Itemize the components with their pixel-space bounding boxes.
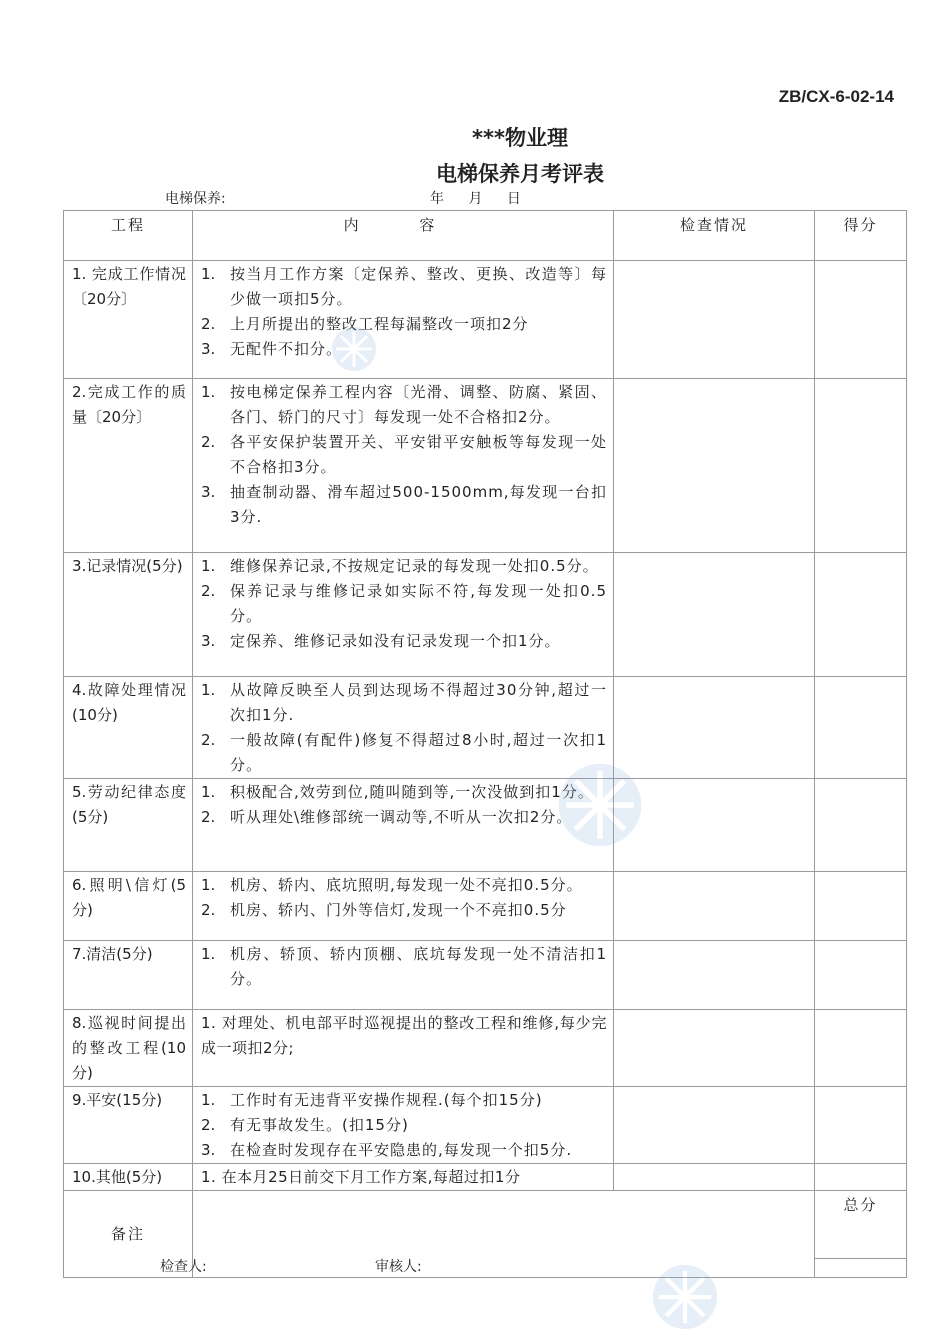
content-item-text: 各平安保护装置开关、平安钳平安触板等每发现一处不合格扣3分。 [230, 433, 607, 476]
item-label: 2.完成工作的质量〔20分〕 [64, 379, 193, 553]
score-field[interactable] [815, 553, 907, 677]
watermark-snowflake-icon [330, 325, 378, 373]
table-row [64, 553, 907, 677]
content-item-text: 1. 对理处、机电部平时巡视提出的整改工程和维修,每少完成一项扣2分; [201, 1014, 607, 1057]
content-item-number: 1. [201, 681, 216, 699]
content-item-text: 保养记录与维修记录如实际不符,每发现一处扣0.5分。 [230, 582, 607, 625]
item-label: 8.巡视时间提出的整改工程(10分) [64, 1010, 193, 1087]
content-item-number: 3. [201, 340, 216, 358]
table-row [64, 379, 907, 553]
content-item [201, 1138, 607, 1163]
inspector-label: 检查人: [160, 1259, 207, 1275]
header-row [64, 211, 907, 261]
check-field[interactable] [614, 872, 815, 941]
content-item [201, 312, 607, 337]
score-field[interactable] [815, 261, 907, 379]
document-code: ZB/CX-6-02-14 [778, 87, 894, 106]
item-label: 10.其他(5分) [64, 1164, 193, 1191]
content-cell [193, 941, 614, 1010]
content-item [201, 780, 607, 805]
content-cell [193, 553, 614, 677]
content-item [201, 1011, 607, 1061]
content-item-number: 2. [201, 315, 216, 333]
content-item [201, 337, 607, 362]
content-cell [193, 872, 614, 941]
form-title: 电梯保养月考评表 [436, 162, 604, 186]
table-row [64, 941, 907, 1010]
content-item-text: 无配件不扣分。 [230, 340, 343, 358]
table-row [64, 1087, 907, 1164]
header-content: 内 容 [193, 211, 614, 261]
content-item [201, 554, 607, 579]
content-item [201, 898, 607, 923]
content-item-number: 1. [201, 383, 216, 401]
content-item-number: 1. [201, 557, 216, 575]
content-cell [193, 1087, 614, 1164]
content-item-text: 在检查时发现存在平安隐患的,每发现一个扣5分. [230, 1141, 573, 1159]
item-label: 9.平安(15分) [64, 1087, 193, 1164]
content-cell [193, 779, 614, 872]
header-score: 得分 [815, 211, 907, 261]
content-item-number: 3. [201, 632, 216, 650]
evaluation-table [63, 210, 907, 1278]
content-item-number: 1. [201, 876, 216, 894]
table-row [64, 261, 907, 379]
content-item-number: 2. [201, 808, 216, 826]
content-item-text: 机房、轿内、门外等信灯,发现一个不亮扣0.5分 [230, 901, 567, 919]
check-field[interactable] [614, 553, 815, 677]
table-row [64, 779, 907, 872]
table-row [64, 872, 907, 941]
score-field[interactable] [815, 1164, 907, 1191]
content-item-number: 2. [201, 433, 216, 451]
score-field[interactable] [815, 1087, 907, 1164]
content-item-text: 工作时有无违背平安操作规程.(每个扣15分) [230, 1091, 543, 1109]
content-cell [193, 379, 614, 553]
content-item-text: 按当月工作方案〔定保养、整改、更换、改造等〕每少做一项扣5分。 [230, 265, 607, 308]
content-item [201, 805, 607, 830]
content-item [201, 1088, 607, 1113]
content-item-text: 有无事故发生。(扣15分) [230, 1116, 409, 1134]
content-item [201, 629, 607, 654]
score-field[interactable] [815, 1010, 907, 1087]
reviewer-label: 审核人: [375, 1259, 422, 1275]
content-item-text: 积极配合,效劳到位,随叫随到等,一次没做到扣1分。 [230, 783, 594, 801]
watermark-snowflake-icon [555, 760, 645, 850]
content-item-text: 从故障反映至人员到达现场不得超过30分钟,超过一次扣1分. [230, 681, 607, 724]
table-row [64, 1010, 907, 1087]
content-item-text: 抽查制动器、滑车超过500-1500mm,每发现一台扣3分. [230, 483, 607, 526]
score-field[interactable] [815, 379, 907, 553]
content-cell [193, 1164, 614, 1191]
content-item [201, 430, 607, 480]
content-item-number: 1. [201, 265, 216, 283]
content-item [201, 262, 607, 312]
content-cell [193, 1010, 614, 1087]
score-field[interactable] [815, 872, 907, 941]
content-item [201, 480, 607, 530]
item-label: 5.劳动纪律态度(5分) [64, 779, 193, 872]
item-label: 1. 完成工作情况〔20分〕 [64, 261, 193, 379]
item-label: 7.清洁(5分) [64, 941, 193, 1010]
content-item-text: 定保养、维修记录如没有记录发现一个扣1分。 [230, 632, 561, 650]
item-label: 4.故障处理情况(10分) [64, 677, 193, 779]
content-item-text: 一般故障(有配件)修复不得超过8小时,超过一次扣1分。 [230, 731, 607, 774]
header-item: 工程 [64, 211, 193, 261]
check-field[interactable] [614, 261, 815, 379]
elevator-label: 电梯保养: [165, 191, 226, 207]
content-item-text: 机房、轿内、底坑照明,每发现一处不亮扣0.5分。 [230, 876, 583, 894]
score-field[interactable] [815, 677, 907, 779]
table-row [64, 677, 907, 779]
company-title: ***物业理 [472, 126, 568, 150]
total-label: 总分 [815, 1191, 907, 1259]
content-item [201, 728, 607, 778]
check-field[interactable] [614, 1087, 815, 1164]
content-item-number: 2. [201, 1116, 216, 1134]
content-item [201, 873, 607, 898]
content-item [201, 678, 607, 728]
header-check: 检查情况 [614, 211, 815, 261]
content-item-number: 1. [201, 945, 216, 963]
check-field[interactable] [614, 1164, 815, 1191]
content-item-number: 1. [201, 1091, 216, 1109]
check-field[interactable] [614, 379, 815, 553]
date-label: 年 月 日 [430, 191, 531, 207]
content-item-number: 2. [201, 901, 216, 919]
content-item [201, 1165, 607, 1190]
content-item-text: 维修保养记录,不按规定记录的每发现一处扣0.5分。 [230, 557, 599, 575]
check-field[interactable] [614, 941, 815, 1010]
content-item-number: 2. [201, 731, 216, 749]
total-score-field[interactable] [815, 1259, 907, 1278]
table-row [64, 1164, 907, 1191]
score-field[interactable] [815, 941, 907, 1010]
content-cell [193, 261, 614, 379]
content-item-text: 听从理处\维修部统一调动等,不听从一次扣2分。 [230, 808, 573, 826]
content-item-number: 1. [201, 783, 216, 801]
check-field[interactable] [614, 1010, 815, 1087]
content-item-text: 上月所提出的整改工程每漏整改一项扣2分 [230, 315, 529, 333]
score-field[interactable] [815, 779, 907, 872]
content-item-text: 机房、轿顶、轿内顶棚、底坑每发现一处不清洁扣1分。 [230, 945, 607, 988]
content-item [201, 579, 607, 629]
content-item-number: 3. [201, 483, 216, 501]
content-item [201, 1113, 607, 1138]
remark-row [64, 1191, 907, 1259]
remark-field[interactable] [193, 1191, 815, 1278]
watermark-snowflake-icon [650, 1262, 720, 1332]
content-item-text: 1. 在本月25日前交下月工作方案,每超过扣1分 [201, 1168, 521, 1186]
content-item-number: 3. [201, 1141, 216, 1159]
content-item-text: 按电梯定保养工程内容〔光滑、调整、防腐、紧固、各门、轿门的尺寸〕每发现一处不合格扣2分。 [230, 383, 607, 426]
item-label: 3.记录情况(5分) [64, 553, 193, 677]
content-item [201, 380, 607, 430]
content-item-number: 2. [201, 582, 216, 600]
item-label: 6.照明\信灯(5分) [64, 872, 193, 941]
content-item [201, 942, 607, 992]
remark-label: 备注 [64, 1191, 193, 1278]
content-cell [193, 677, 614, 779]
